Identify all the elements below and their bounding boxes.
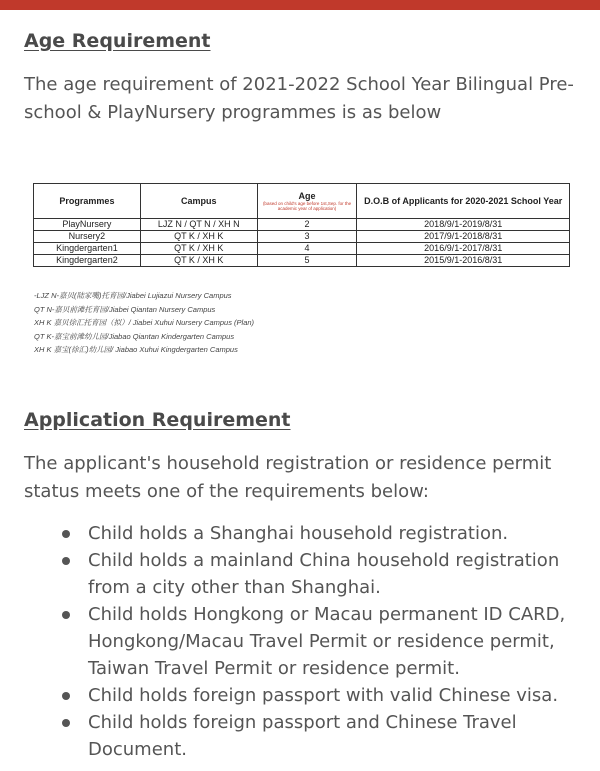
header-campus: Campus	[140, 184, 257, 219]
campus-notes	[34, 289, 254, 357]
header-programmes: Programmes	[34, 184, 141, 219]
cell-programme: Kingdergarten1	[34, 243, 141, 255]
cell-dob: 2017/9/1-2018/8/31	[357, 231, 570, 243]
application-requirement-intro: The applicant's household registration or residence permit status meets one of the requirements below:	[24, 453, 552, 502]
cell-programme: Kingdergarten2	[34, 255, 141, 267]
campus-note: -LJZ N-嘉贝(陆家嘴)托育园/Jiabei Lujiazui Nursery Campus	[34, 291, 232, 300]
requirement-text: Child holds foreign passport and Chinese Travel Document.	[88, 712, 517, 760]
age-requirement-intro: The age requirement of 2021-2022 School Year Bilingual Pre-school & PlayNursery programmes is as below	[24, 74, 574, 123]
requirement-text: Child holds Hongkong or Macau permanent ID CARD, Hongkong/Macau Travel Permit or residence permit, Taiwan Travel Permit or residence permit.	[88, 604, 566, 679]
table-row	[34, 255, 570, 267]
bullet-icon	[62, 719, 70, 727]
bullet-icon	[62, 611, 70, 619]
top-accent-bar	[0, 0, 600, 10]
requirement-text: Child holds a Shanghai household registration.	[88, 523, 509, 544]
campus-note: QT K-嘉宝前滩幼儿园/Jiabao Qiantan Kindergarten Campus	[34, 331, 235, 341]
campus-note: XH K 嘉宝(徐汇)幼儿园/ Jiabao Xuhui Kingdergarten Campus	[34, 345, 238, 355]
list-item	[24, 682, 584, 709]
cell-programme: PlayNursery	[34, 219, 141, 231]
list-item	[24, 547, 584, 601]
campus-note: XH K 嘉贝徐汇托育园（拟）/ Jiabei Xuhui Nursery Campus (Plan)	[34, 318, 255, 328]
cell-age: 3	[257, 231, 357, 243]
bullet-icon	[62, 530, 70, 538]
cell-dob: 2015/9/1-2016/8/31	[357, 255, 570, 267]
list-item	[24, 601, 584, 682]
list-item	[24, 520, 584, 547]
table-row	[34, 243, 570, 255]
table-header-row	[34, 184, 570, 219]
table-row	[34, 219, 570, 231]
requirement-text: Child holds foreign passport with valid Chinese visa.	[88, 685, 559, 706]
requirement-text: Child holds a mainland China household registration from a city other than Shanghai.	[88, 550, 560, 598]
cell-programme: Nursery2	[34, 231, 141, 243]
age-table	[33, 183, 570, 267]
header-dob: D.O.B of Applicants for 2020-2021 School Year	[357, 184, 570, 219]
cell-campus: LJZ N / QT N / XH N	[140, 219, 257, 231]
header-age-note: (based on child's age before 1st,Sep. for the academic year of application)	[262, 200, 352, 211]
cell-campus: QT K / XH K	[140, 243, 257, 255]
campus-note: QT N-嘉贝前滩托育园/Jiabei Qiantan Nursery Campus	[34, 304, 216, 314]
bullet-icon	[62, 557, 70, 565]
cell-age: 2	[257, 219, 357, 231]
cell-campus: QT K / XH K	[140, 255, 257, 267]
cell-age: 4	[257, 243, 357, 255]
header-age-label: Age	[298, 190, 316, 201]
cell-campus: QT K / XH K	[140, 231, 257, 243]
bullet-icon	[62, 692, 70, 700]
application-requirement-title: Application Requirement	[24, 409, 291, 431]
cell-dob: 2016/9/1-2017/8/31	[357, 243, 570, 255]
age-requirement-title: Age Requirement	[24, 30, 211, 52]
list-item	[24, 709, 584, 763]
header-age	[257, 184, 357, 219]
table-row	[34, 231, 570, 243]
cell-age: 5	[257, 255, 357, 267]
cell-dob: 2018/9/1-2019/8/31	[357, 219, 570, 231]
requirement-list	[24, 520, 584, 763]
